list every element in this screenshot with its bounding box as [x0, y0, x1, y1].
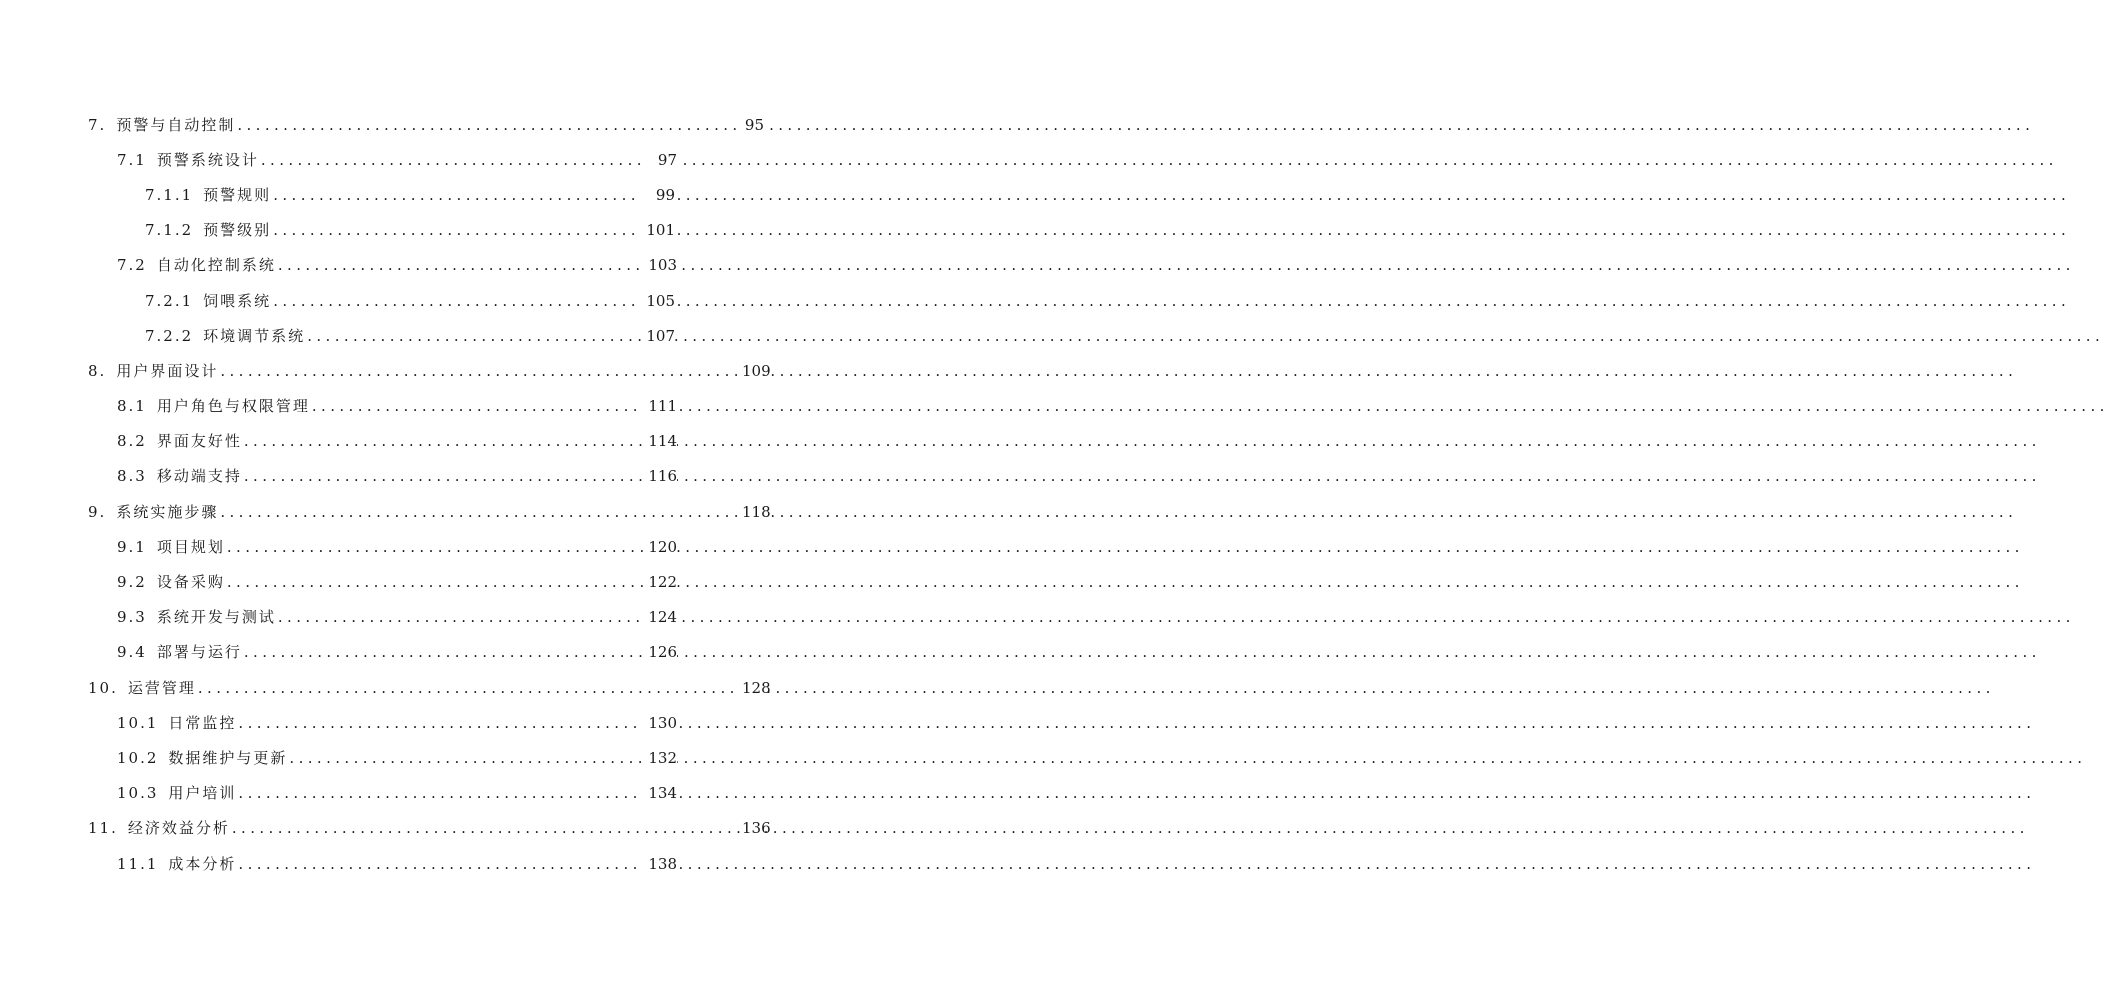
dot-leader: [244, 432, 643, 450]
section-number: 8.1: [117, 397, 157, 415]
section-title: 经济效益分析: [127, 819, 230, 838]
dot-leader: [227, 573, 643, 591]
toc-entry[interactable]: [0, 705, 677, 740]
toc-entry[interactable]: [0, 846, 677, 881]
page-number: 103: [643, 256, 677, 274]
section-title: 成本分析: [168, 854, 237, 873]
toc-entry[interactable]: [0, 670, 771, 705]
page-number: 126: [643, 643, 677, 661]
section-title: 饲喂系统: [203, 291, 272, 310]
section-number: 9.1: [117, 538, 157, 556]
toc-entry[interactable]: [0, 248, 677, 283]
section-number: 10.: [88, 679, 128, 697]
page-number: 105: [641, 292, 675, 310]
toc-entry[interactable]: [0, 283, 675, 318]
toc-entry[interactable]: [0, 600, 677, 635]
dot-leader: [220, 362, 742, 380]
dot-leader: [261, 151, 643, 169]
section-title: 自动化控制系统: [156, 256, 276, 275]
page-number: 107: [641, 327, 675, 345]
toc-entry[interactable]: [0, 177, 675, 212]
dot-leader: [278, 608, 643, 626]
dot-leader: [244, 643, 643, 661]
section-number: 11.1: [117, 855, 168, 873]
dot-leader: [273, 221, 641, 239]
toc-entry[interactable]: [0, 318, 675, 353]
section-number: 10.1: [117, 714, 168, 732]
section-title: 系统开发与测试: [156, 608, 276, 627]
section-title: 预警系统设计: [156, 150, 259, 169]
toc-entry[interactable]: [0, 776, 677, 811]
section-title: 预警级别: [203, 221, 272, 240]
section-number: 8.2: [117, 432, 157, 450]
section-title: 用户界面设计: [116, 361, 219, 380]
page-number: 95: [742, 116, 764, 134]
dot-leader: [289, 749, 643, 767]
page-number: 136: [742, 819, 771, 838]
section-number: 9.4: [117, 643, 157, 661]
section-title: 数据维护与更新: [168, 748, 288, 767]
toc-entry[interactable]: [0, 353, 771, 388]
dot-leader: [237, 116, 742, 134]
dot-leader: [220, 503, 742, 521]
section-title: 移动端支持: [156, 467, 242, 486]
page-number: 97: [643, 151, 677, 169]
toc-entry[interactable]: [0, 811, 771, 846]
page-number: 99: [641, 186, 675, 204]
section-title: 部署与运行: [156, 643, 242, 662]
page-number: 118: [742, 502, 771, 521]
section-title: 预警规则: [203, 185, 272, 204]
page-number: 120: [643, 538, 677, 556]
toc-entry[interactable]: [0, 740, 677, 775]
dot-leader: [307, 327, 641, 345]
section-title: 设备采购: [156, 573, 225, 592]
page-number: 124: [643, 608, 677, 626]
section-number: 10.3: [117, 784, 168, 802]
dot-leader: [238, 714, 643, 732]
section-title: 日常监控: [168, 713, 237, 732]
page-number: 101: [641, 221, 675, 239]
section-number: 7.2: [117, 256, 157, 274]
toc-entry[interactable]: [0, 459, 677, 494]
toc-entry[interactable]: [0, 424, 677, 459]
page-number: 111: [643, 397, 677, 415]
section-number: 10.2: [117, 749, 168, 767]
section-title: 运营管理: [127, 678, 196, 697]
toc-entry[interactable]: [0, 529, 677, 564]
page-number: 134: [643, 784, 677, 802]
toc-entry[interactable]: [0, 107, 764, 142]
page-number: 128: [738, 679, 764, 697]
section-number: 7.2.2: [145, 327, 203, 345]
toc-entry[interactable]: [0, 142, 677, 177]
section-number: 11.: [88, 819, 128, 837]
dot-leader: [244, 467, 643, 485]
section-number: 9.2: [117, 573, 157, 591]
section-number: 7.1.2: [145, 221, 203, 239]
section-number: 7.1: [117, 151, 157, 169]
page-number: 109: [742, 361, 771, 380]
toc-entry[interactable]: [0, 389, 677, 424]
section-number: 7.: [88, 116, 116, 134]
section-title: 用户角色与权限管理: [156, 397, 310, 416]
page-number: 114: [643, 432, 677, 450]
section-number: 9.: [88, 503, 116, 521]
section-title: 项目规划: [156, 537, 225, 556]
page-number: 132: [643, 749, 677, 767]
dot-leader: [273, 186, 641, 204]
section-number: 8.3: [117, 467, 157, 485]
table-of-contents: [0, 107, 771, 881]
section-title: 环境调节系统: [203, 326, 306, 345]
section-title: 界面友好性: [156, 432, 242, 451]
section-title: 预警与自动控制: [116, 115, 236, 134]
page-number: 116: [643, 467, 677, 485]
page-number: 130: [643, 714, 677, 732]
dot-leader: [232, 819, 742, 837]
dot-leader: [227, 538, 643, 556]
dot-leader: [273, 292, 641, 310]
section-number: 8.: [88, 362, 116, 380]
page-number: 138: [643, 855, 677, 873]
toc-entry[interactable]: [0, 564, 677, 599]
toc-entry[interactable]: [0, 494, 771, 529]
section-number: 9.3: [117, 608, 157, 626]
dot-leader: [238, 855, 643, 873]
section-number: 7.2.1: [145, 292, 203, 310]
dot-leader: [238, 784, 643, 802]
dot-leader: [312, 397, 643, 415]
dot-leader: [198, 679, 738, 697]
section-title: 系统实施步骤: [116, 502, 219, 521]
page-number: 122: [643, 573, 677, 591]
toc-entry[interactable]: [0, 635, 677, 670]
toc-entry[interactable]: [0, 213, 675, 248]
section-number: 7.1.1: [145, 186, 203, 204]
dot-leader: [278, 256, 643, 274]
section-title: 用户培训: [168, 784, 237, 803]
